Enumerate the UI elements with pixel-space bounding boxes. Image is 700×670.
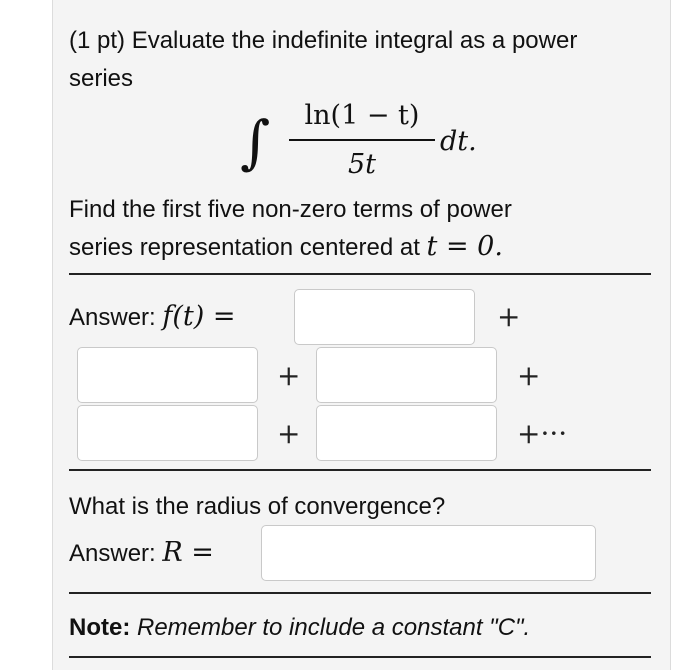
term-input-5[interactable]	[316, 405, 497, 461]
note	[69, 613, 530, 643]
intro-line-1: Evaluate the indefinite integral as a power	[131, 27, 578, 54]
intro-line-2: series	[69, 65, 134, 92]
term-input-4-field[interactable]	[78, 406, 257, 460]
divider-4	[69, 656, 651, 658]
term-input-2-field[interactable]	[78, 348, 257, 402]
function-label: f(t) =	[162, 301, 236, 332]
note-bold: Note:	[69, 614, 131, 641]
problem-intro	[69, 26, 577, 56]
plus-sign-1: +	[497, 300, 521, 333]
divider-2	[69, 469, 651, 471]
integrand-denominator: 5t	[347, 149, 377, 180]
radius-label: Answer:	[69, 540, 156, 567]
task-line-2-text: series representation centered at	[69, 234, 420, 261]
radius-input[interactable]	[261, 525, 596, 581]
answer-label: Answer:	[69, 304, 156, 331]
term-input-3-field[interactable]	[317, 348, 496, 402]
term-input-3[interactable]	[316, 347, 497, 403]
plus-ellipsis: +···	[517, 417, 568, 450]
term-input-1-field[interactable]	[295, 290, 474, 344]
integrand-numerator: ln(1 − t)	[304, 100, 420, 131]
center-expression: t = 0.	[426, 231, 503, 262]
plus-sign-2: +	[277, 359, 301, 392]
radius-input-field[interactable]	[262, 526, 595, 580]
task-line-2	[69, 232, 503, 263]
term-input-5-field[interactable]	[317, 406, 496, 460]
term-input-2[interactable]	[77, 347, 258, 403]
plus-sign-4: +	[277, 417, 301, 450]
radius-question: What is the radius of convergence?	[69, 493, 446, 520]
term-input-1[interactable]	[294, 289, 475, 345]
task-line-1: Find the first five non-zero terms of power	[69, 196, 512, 223]
divider-1	[69, 273, 651, 275]
points-label: (1 pt)	[69, 27, 126, 54]
differential: dt.	[440, 126, 477, 157]
radius-answer-label	[69, 538, 214, 569]
fraction-bar	[289, 139, 435, 141]
plus-sign-3: +	[517, 359, 541, 392]
divider-3	[69, 592, 651, 594]
term-input-4[interactable]	[77, 405, 258, 461]
note-text: Remember to include a constant "C".	[137, 614, 531, 641]
integral-sign: ∫	[240, 108, 271, 176]
radius-symbol: R =	[162, 537, 214, 568]
series-answer-label	[69, 302, 236, 333]
